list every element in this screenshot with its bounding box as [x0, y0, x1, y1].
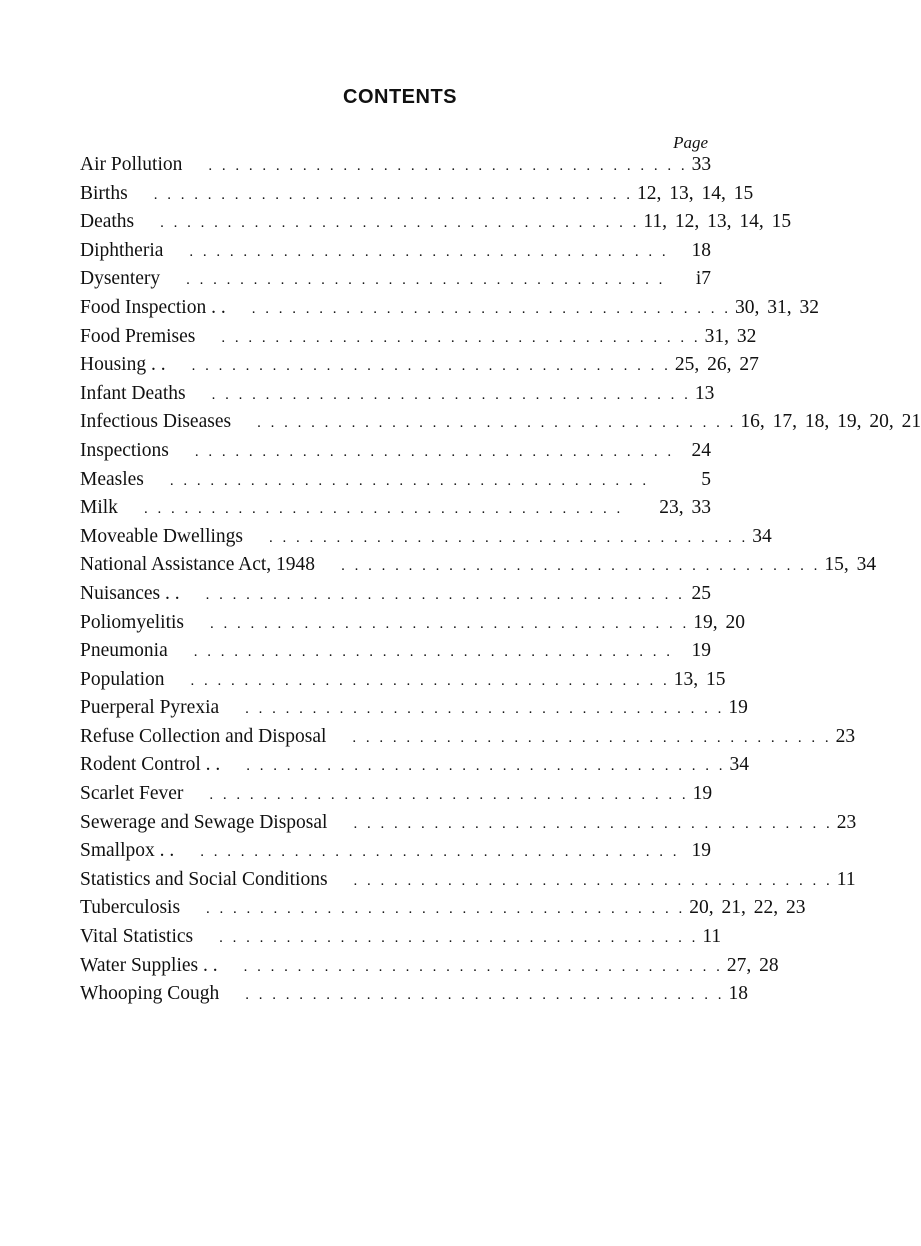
entry-label: Tuberculosis — [80, 897, 181, 919]
entry-pages: 27, 28 — [726, 954, 779, 976]
entry-label: Pneumonia — [80, 640, 168, 662]
entry-pages: 25, 26, 27 — [674, 354, 759, 376]
dot-leader: . . . . . . . . . . . . . . . . . . . . . . . . . . . . . . . . . . . . — [257, 415, 737, 432]
entry-pages: 34 — [752, 525, 772, 547]
contents-entry — [80, 611, 746, 641]
entry-pages: 11 — [836, 868, 856, 890]
contents-entry — [80, 868, 856, 898]
entry-label: Sewerage and Sewage Disposal — [80, 811, 328, 833]
contents-entry — [80, 240, 711, 269]
dot-leader: . . . . . . . . . . . . . . . . . . . . . . . . . . . . . . . . . . . . — [353, 872, 833, 889]
entry-pages: 23, 33 — [659, 497, 711, 519]
entry-pages: 11 — [702, 926, 722, 948]
contents-entry — [80, 954, 779, 984]
dot-leader: . . . . . . . . . . . . . . . . . . . . . . . . . . . . . . . . . . . . — [205, 586, 685, 603]
dot-leader: . . . . . . . . . . . . . . . . . . . . . . . . . . . . . . . . . . . . — [206, 901, 686, 918]
entry-label: Food Premises — [80, 325, 196, 347]
contents-entry — [80, 554, 877, 583]
entry-label: Whooping Cough — [80, 983, 220, 1005]
entry-label: Food Inspection . . — [80, 296, 226, 318]
contents-entry — [80, 640, 711, 669]
dot-leader: . . . . . . . . . . . . . . . . . . . . . . . . . . . . . . . . . . . . — [341, 558, 821, 575]
entry-pages: 11, 12, 13, 14, 15 — [643, 211, 792, 233]
contents-entry — [80, 983, 748, 1012]
entry-label: Dysentery — [80, 268, 161, 290]
contents-entry — [80, 497, 711, 526]
contents-entry — [80, 440, 711, 469]
entry-pages: 20, 21, 22, 23 — [689, 897, 806, 919]
dot-leader: . . . . . . . . . . . . . . . . . . . . . . . . . . . . . . . . . . . . — [194, 443, 675, 460]
dot-leader: . . . . . . . . . . . . . . . . . . . . . . . . . . . . . . . . . . . . — [189, 243, 669, 260]
contents-entry — [80, 697, 748, 726]
page-column-header: Page — [673, 133, 708, 152]
entry-label: Inspections — [80, 439, 169, 461]
dot-leader: . . . . . . . . . . . . . . . . . . . . . . . . . . . . . . . . . . . . — [353, 815, 833, 832]
entry-label: Rodent Control . . — [80, 754, 221, 776]
contents-entry — [80, 897, 806, 926]
entry-label: Puerperal Pyrexia — [80, 697, 220, 719]
entry-label: Poliomyelitis — [80, 611, 185, 633]
dot-leader: . . . . . . . . . . . . . . . . . . . . . . . . . . . . . . . . . . . . — [153, 186, 633, 203]
entry-pages: 13, 15 — [673, 668, 726, 690]
dot-leader: . . . . . . . . . . . . . . . . . . . . . . . . . . . . . . . . . . . . — [209, 787, 689, 804]
dot-leader: . . . . . . . . . . . . . . . . . . . . . . . . . . . . . . . . . . . . — [251, 300, 731, 317]
contents-entry — [80, 583, 711, 612]
entry-label: National Assistance Act, 1948 — [80, 554, 316, 576]
dot-leader: . . . . . . . . . . . . . . . . . . . . . . . . . . . . . . . . . . . . — [210, 615, 690, 632]
contents-entry — [80, 354, 759, 383]
entry-pages: 34 — [729, 754, 750, 776]
contents-entry — [80, 154, 711, 183]
contents-entry — [80, 469, 711, 498]
entry-pages: 5 — [701, 468, 711, 490]
entry-pages: 18 — [728, 983, 748, 1005]
contents-entry — [80, 325, 757, 355]
entry-pages: 15, 34 — [824, 554, 877, 576]
dot-leader: . . . . . . . . . . . . . . . . . . . . . . . . . . . . . . . . . . . . — [208, 158, 688, 174]
entry-pages: 31, 32 — [704, 325, 757, 347]
entry-pages: 13 — [694, 382, 715, 404]
contents-entry — [80, 525, 772, 555]
dot-leader: . . . . . . . . . . . . . . . . . . . . . . . . . . . . . . . . . . . . — [200, 844, 680, 861]
contents-entry — [80, 926, 722, 955]
entry-pages: 24 — [691, 439, 711, 461]
dot-leader: . . . . . . . . . . . . . . . . . . . . . . . . . . . . . . . . . . . . — [246, 758, 726, 775]
entry-label: Measles — [80, 468, 144, 490]
entry-label: Milk — [80, 497, 118, 519]
entry-label: Statistics and Social Conditions — [80, 868, 328, 890]
entry-label: Infectious Diseases — [80, 411, 232, 433]
entry-pages: 19 — [692, 783, 713, 805]
entry-label: Vital Statistics — [80, 926, 194, 948]
contents-list — [80, 154, 921, 1012]
entry-label: Air Pollution — [80, 154, 183, 175]
entry-pages: 16, 17, 18, 19, 20, 21 — [740, 411, 921, 433]
entry-label: Housing . . — [80, 354, 166, 376]
entry-label: Scarlet Fever — [80, 783, 184, 805]
dot-leader: . . . . . . . . . . . . . . . . . . . . . . . . . . . . . . . . . . . . — [245, 987, 725, 1004]
contents-entry — [80, 840, 711, 869]
contents-entry — [80, 725, 856, 755]
entry-label: Smallpox . . — [80, 840, 175, 862]
entry-pages: 18 — [691, 239, 711, 261]
entry-label: Deaths — [80, 211, 135, 233]
dot-leader: . . . . . . . . . . . . . . . . . . . . . . . . . . . . . . . . . . . . — [221, 329, 701, 346]
entry-pages: 19 — [691, 840, 711, 862]
dot-leader: . . . . . . . . . . . . . . . . . . . . . . . . . . . . . . . . . . . . — [191, 358, 671, 375]
dot-leader: . . . . . . . . . . . . . . . . . . . . . . . . . . . . . . . . . . . . — [211, 386, 691, 403]
entry-pages: 23 — [835, 725, 856, 747]
contents-entry — [80, 182, 754, 212]
entry-label: Water Supplies . . — [80, 954, 218, 976]
contents-entry — [80, 754, 750, 783]
dot-leader: . . . . . . . . . . . . . . . . . . . . . . . . . . . . . . . . . . . . — [243, 958, 723, 975]
entry-label: Nuisances . . — [80, 582, 180, 604]
entry-label: Infant Deaths — [80, 382, 186, 404]
entry-pages: 19 — [728, 697, 748, 719]
entry-label: Diphtheria — [80, 239, 164, 261]
contents-entry — [80, 268, 711, 297]
entry-pages: 25 — [691, 582, 711, 604]
entry-pages: 23 — [836, 811, 857, 833]
contents-entry — [80, 411, 921, 440]
dot-leader: . . . . . . . . . . . . . . . . . . . . . . . . . . . . . . . . . . . . — [219, 930, 699, 947]
page-title: CONTENTS — [343, 86, 457, 108]
contents-entry — [80, 382, 715, 412]
entry-pages: i7 — [695, 268, 711, 290]
dot-leader: . . . . . . . . . . . . . . . . . . . . . . . . . . . . . . . . . . . . — [245, 701, 725, 718]
entry-pages: 19 — [691, 640, 711, 662]
entry-pages: 33 — [691, 154, 712, 175]
entry-pages: 30, 31, 32 — [734, 296, 819, 318]
dot-leader: . . . . . . . . . . . . . . . . . . . . . . . . . . . . . . . . . . . . — [269, 529, 749, 546]
dot-leader: . . . . . . . . . . . . . . . . . . . . . . . . . . . . . . . . . . . . — [160, 215, 640, 232]
dot-leader: . . . . . . . . . . . . . . . . . . . . . . . . . . . . . . . . . . . . — [193, 644, 673, 661]
entry-label: Births — [80, 182, 128, 204]
dot-leader: . . . . . . . . . . . . . . . . . . . . . . . . . . . . . . . . . . . . — [186, 272, 666, 289]
entry-label: Refuse Collection and Disposal — [80, 725, 327, 747]
contents-entry — [80, 783, 711, 812]
dot-leader: . . . . . . . . . . . . . . . . . . . . . . . . . . . . . . . . . . . . — [190, 672, 670, 689]
dot-leader: . . . . . . . . . . . . . . . . . . . . . . . . . . . . . . . . . . . . — [143, 501, 624, 518]
contents-entry — [80, 296, 819, 326]
entry-label: Population — [80, 668, 165, 690]
entry-pages: 12, 13, 14, 15 — [636, 182, 754, 204]
contents-entry — [80, 211, 792, 240]
dot-leader: . . . . . . . . . . . . . . . . . . . . . . . . . . . . . . . . . . . . — [352, 729, 832, 746]
dot-leader: . . . . . . . . . . . . . . . . . . . . . . . . . . . . . . . . . . . . — [169, 472, 650, 489]
entry-label: Moveable Dwellings — [80, 525, 244, 547]
contents-entry — [80, 668, 726, 698]
contents-entry — [80, 811, 857, 841]
entry-pages: 19, 20 — [693, 611, 746, 633]
